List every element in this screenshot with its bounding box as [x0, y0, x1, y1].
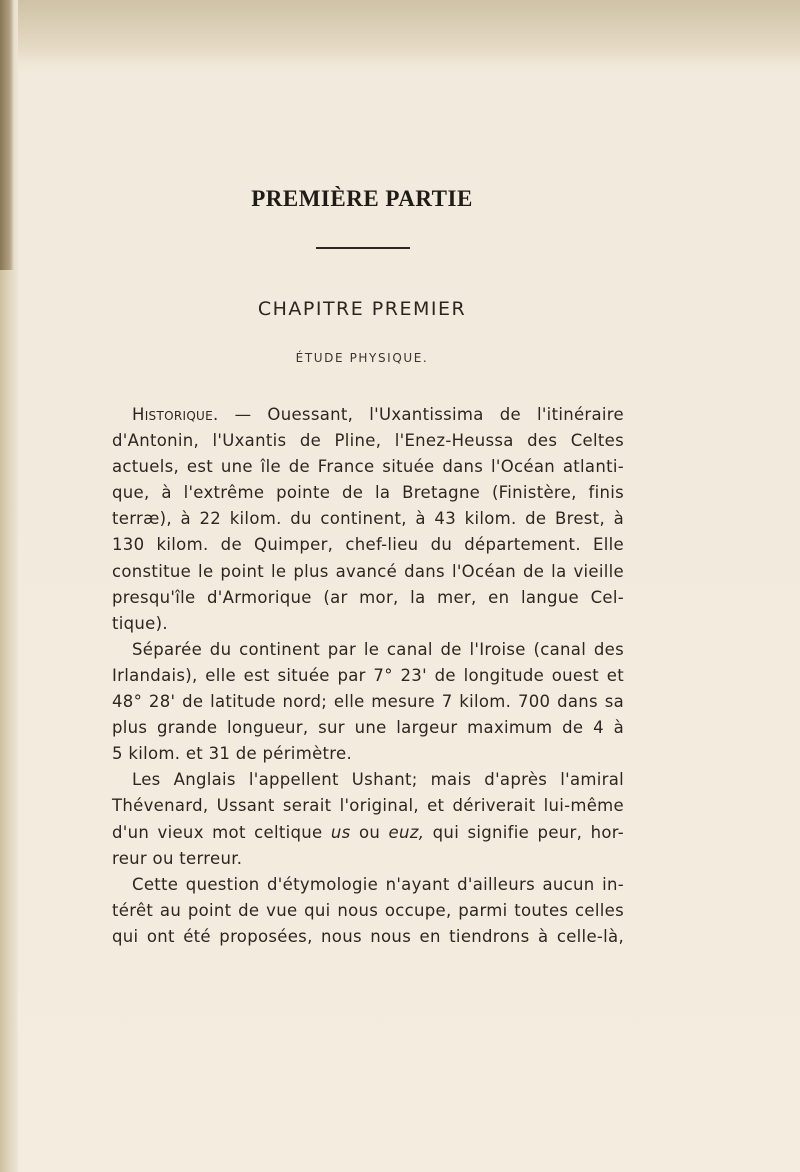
- text-line: que, à l'extrême pointe de la Bretagne (Finistère, finis: [112, 483, 624, 503]
- text-line: Les Anglais l'appellent Ushant; mais d'après l'amiral: [132, 770, 624, 790]
- section-lead: Historique.: [132, 405, 219, 424]
- text-line: 130 kilom. de Quimper, chef-lieu du département. Elle: [112, 535, 624, 555]
- text-fragment: ou: [350, 822, 389, 842]
- text-line: qui ont été proposées, nous nous en tiendrons à celle-là,: [112, 926, 624, 946]
- page-top-shadow: [0, 0, 800, 62]
- text-line: constitue le point le plus avancé dans l'Océan de la vieille: [112, 561, 624, 581]
- title-divider: [316, 247, 410, 249]
- text-line: Thévenard, Ussant serait l'original, et dériverait lui-même: [112, 796, 624, 816]
- binding-shadow: [0, 0, 14, 270]
- body-text: [112, 402, 624, 950]
- text-line: plus grande longueur, sur une largeur maximum de 4 à: [112, 718, 624, 738]
- text-line: térêt au point de vue qui nous occupe, parmi toutes celles: [112, 900, 624, 920]
- chapter-title: CHAPITRE PREMIER: [257, 298, 467, 320]
- section-title: ÉTUDE PHYSIQUE.: [295, 351, 429, 365]
- italic-word: us: [330, 822, 351, 842]
- text-line: terræ), à 22 kilom. du continent, à 43 kilom. de Brest, à: [112, 509, 624, 529]
- text-line: 48° 28' de latitude nord; elle mesure 7 kilom. 700 dans sa: [112, 692, 624, 712]
- text-line: Irlandais), elle est située par 7° 23' de longitude ouest et: [112, 665, 624, 685]
- text-line: Cette question d'étymologie n'ayant d'ailleurs aucun in-: [132, 874, 624, 894]
- text-fragment: — Ouessant, l'Uxantissima de l'itinéraire: [218, 405, 624, 424]
- text-line: actuels, est une île de France située dans l'Océan atlanti-: [112, 457, 624, 477]
- italic-word: euz,: [388, 822, 425, 842]
- text-fragment: qui signifie peur, hor-: [424, 822, 624, 842]
- text-line: tique).: [112, 613, 168, 633]
- text-line: [112, 820, 624, 846]
- text-line: [112, 402, 624, 428]
- part-title: PREMIÈRE PARTIE: [251, 186, 473, 211]
- page-binding-edge: [0, 0, 18, 1172]
- text-line: Séparée du continent par le canal de l'Iroise (canal des: [132, 639, 624, 659]
- text-line: presqu'île d'Armorique (ar mor, la mer, en langue Cel-: [112, 587, 624, 607]
- text-line: 5 kilom. et 31 de périmètre.: [112, 744, 353, 764]
- text-fragment: d'un vieux mot celtique: [112, 822, 331, 842]
- text-line: d'Antonin, l'Uxantis de Pline, l'Enez-Heussa des Celtes: [112, 431, 624, 451]
- text-line: reur ou terreur.: [112, 848, 243, 868]
